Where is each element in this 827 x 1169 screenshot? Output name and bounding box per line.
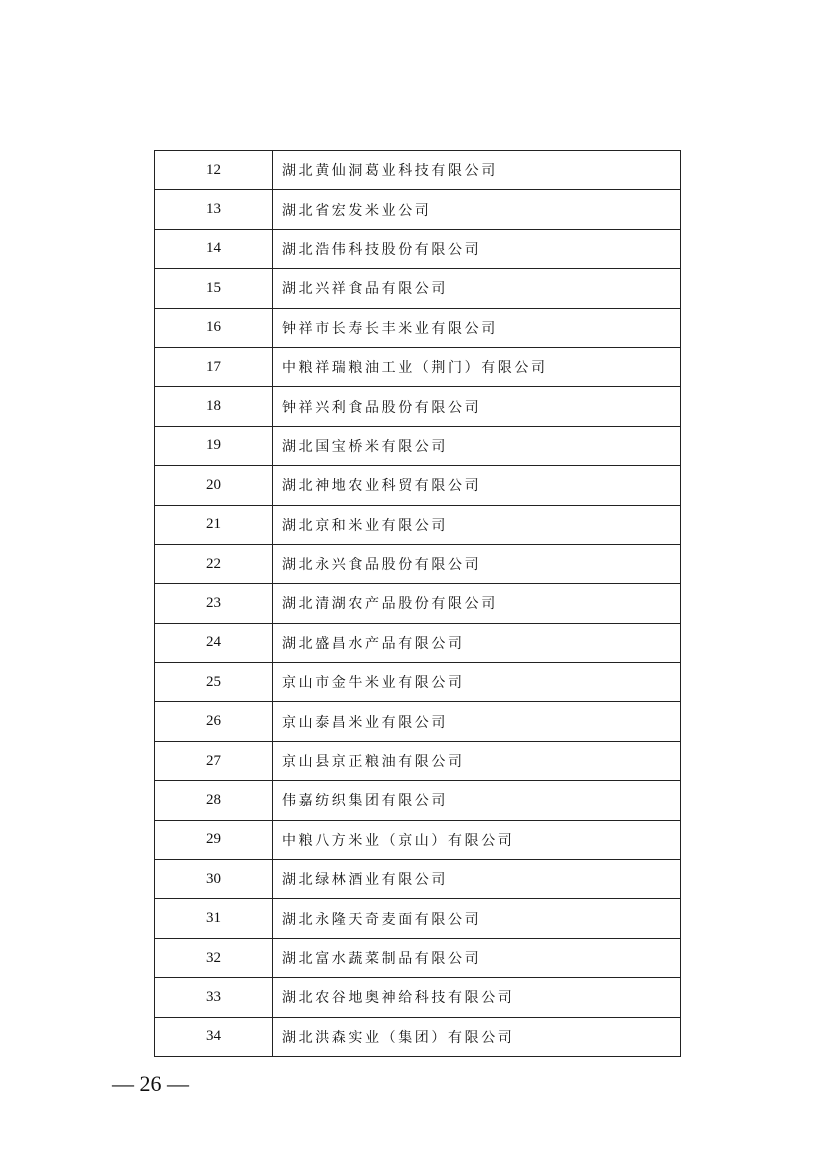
company-name: 钟祥市长寿长丰米业有限公司 (273, 308, 681, 347)
company-name: 京山县京正粮油有限公司 (273, 741, 681, 780)
table-row (155, 308, 681, 347)
row-number: 15 (155, 269, 273, 308)
table-row (155, 584, 681, 623)
table-row (155, 978, 681, 1017)
row-number: 24 (155, 623, 273, 662)
table-row (155, 820, 681, 859)
row-number: 31 (155, 899, 273, 938)
company-name: 湖北神地农业科贸有限公司 (273, 466, 681, 505)
row-number: 23 (155, 584, 273, 623)
company-name: 湖北农谷地奥神给科技有限公司 (273, 978, 681, 1017)
company-name: 中粮八方米业（京山）有限公司 (273, 820, 681, 859)
company-name: 湖北京和米业有限公司 (273, 505, 681, 544)
page-number: — 26 — (112, 1071, 189, 1096)
table-row (155, 190, 681, 229)
table-row (155, 663, 681, 702)
company-name: 湖北清湖农产品股份有限公司 (273, 584, 681, 623)
row-number: 13 (155, 190, 273, 229)
row-number: 20 (155, 466, 273, 505)
company-name: 湖北富水蔬菜制品有限公司 (273, 938, 681, 977)
company-name: 京山市金牛米业有限公司 (273, 663, 681, 702)
table-row (155, 229, 681, 268)
company-name: 湖北浩伟科技股份有限公司 (273, 229, 681, 268)
row-number: 12 (155, 151, 273, 190)
table-row (155, 623, 681, 662)
table-row (155, 1017, 681, 1056)
company-name: 湖北黄仙洞葛业科技有限公司 (273, 151, 681, 190)
company-name: 中粮祥瑞粮油工业（荆门）有限公司 (273, 347, 681, 386)
company-name: 湖北永兴食品股份有限公司 (273, 544, 681, 583)
table-row (155, 702, 681, 741)
company-name: 湖北盛昌水产品有限公司 (273, 623, 681, 662)
table-row (155, 269, 681, 308)
table-row (155, 151, 681, 190)
row-number: 34 (155, 1017, 273, 1056)
company-name: 钟祥兴利食品股份有限公司 (273, 387, 681, 426)
company-name: 京山泰昌米业有限公司 (273, 702, 681, 741)
row-number: 21 (155, 505, 273, 544)
table-row (155, 466, 681, 505)
row-number: 32 (155, 938, 273, 977)
row-number: 28 (155, 781, 273, 820)
company-name: 湖北兴祥食品有限公司 (273, 269, 681, 308)
row-number: 27 (155, 741, 273, 780)
company-name: 湖北省宏发米业公司 (273, 190, 681, 229)
table-row (155, 544, 681, 583)
row-number: 18 (155, 387, 273, 426)
table-row (155, 860, 681, 899)
row-number: 19 (155, 426, 273, 465)
row-number: 29 (155, 820, 273, 859)
row-number: 33 (155, 978, 273, 1017)
table-row (155, 741, 681, 780)
company-list-body (155, 151, 681, 1057)
table-row (155, 938, 681, 977)
company-name: 湖北洪森实业（集团）有限公司 (273, 1017, 681, 1056)
row-number: 17 (155, 347, 273, 386)
row-number: 30 (155, 860, 273, 899)
row-number: 14 (155, 229, 273, 268)
company-name: 湖北绿林酒业有限公司 (273, 860, 681, 899)
company-name: 湖北永隆天奇麦面有限公司 (273, 899, 681, 938)
company-name: 湖北国宝桥米有限公司 (273, 426, 681, 465)
row-number: 25 (155, 663, 273, 702)
row-number: 22 (155, 544, 273, 583)
table-row (155, 781, 681, 820)
table-row (155, 426, 681, 465)
table-row (155, 899, 681, 938)
row-number: 16 (155, 308, 273, 347)
company-list-table (154, 150, 681, 1057)
table-row (155, 347, 681, 386)
company-name: 伟嘉纺织集团有限公司 (273, 781, 681, 820)
row-number: 26 (155, 702, 273, 741)
table-row (155, 505, 681, 544)
table-row (155, 387, 681, 426)
